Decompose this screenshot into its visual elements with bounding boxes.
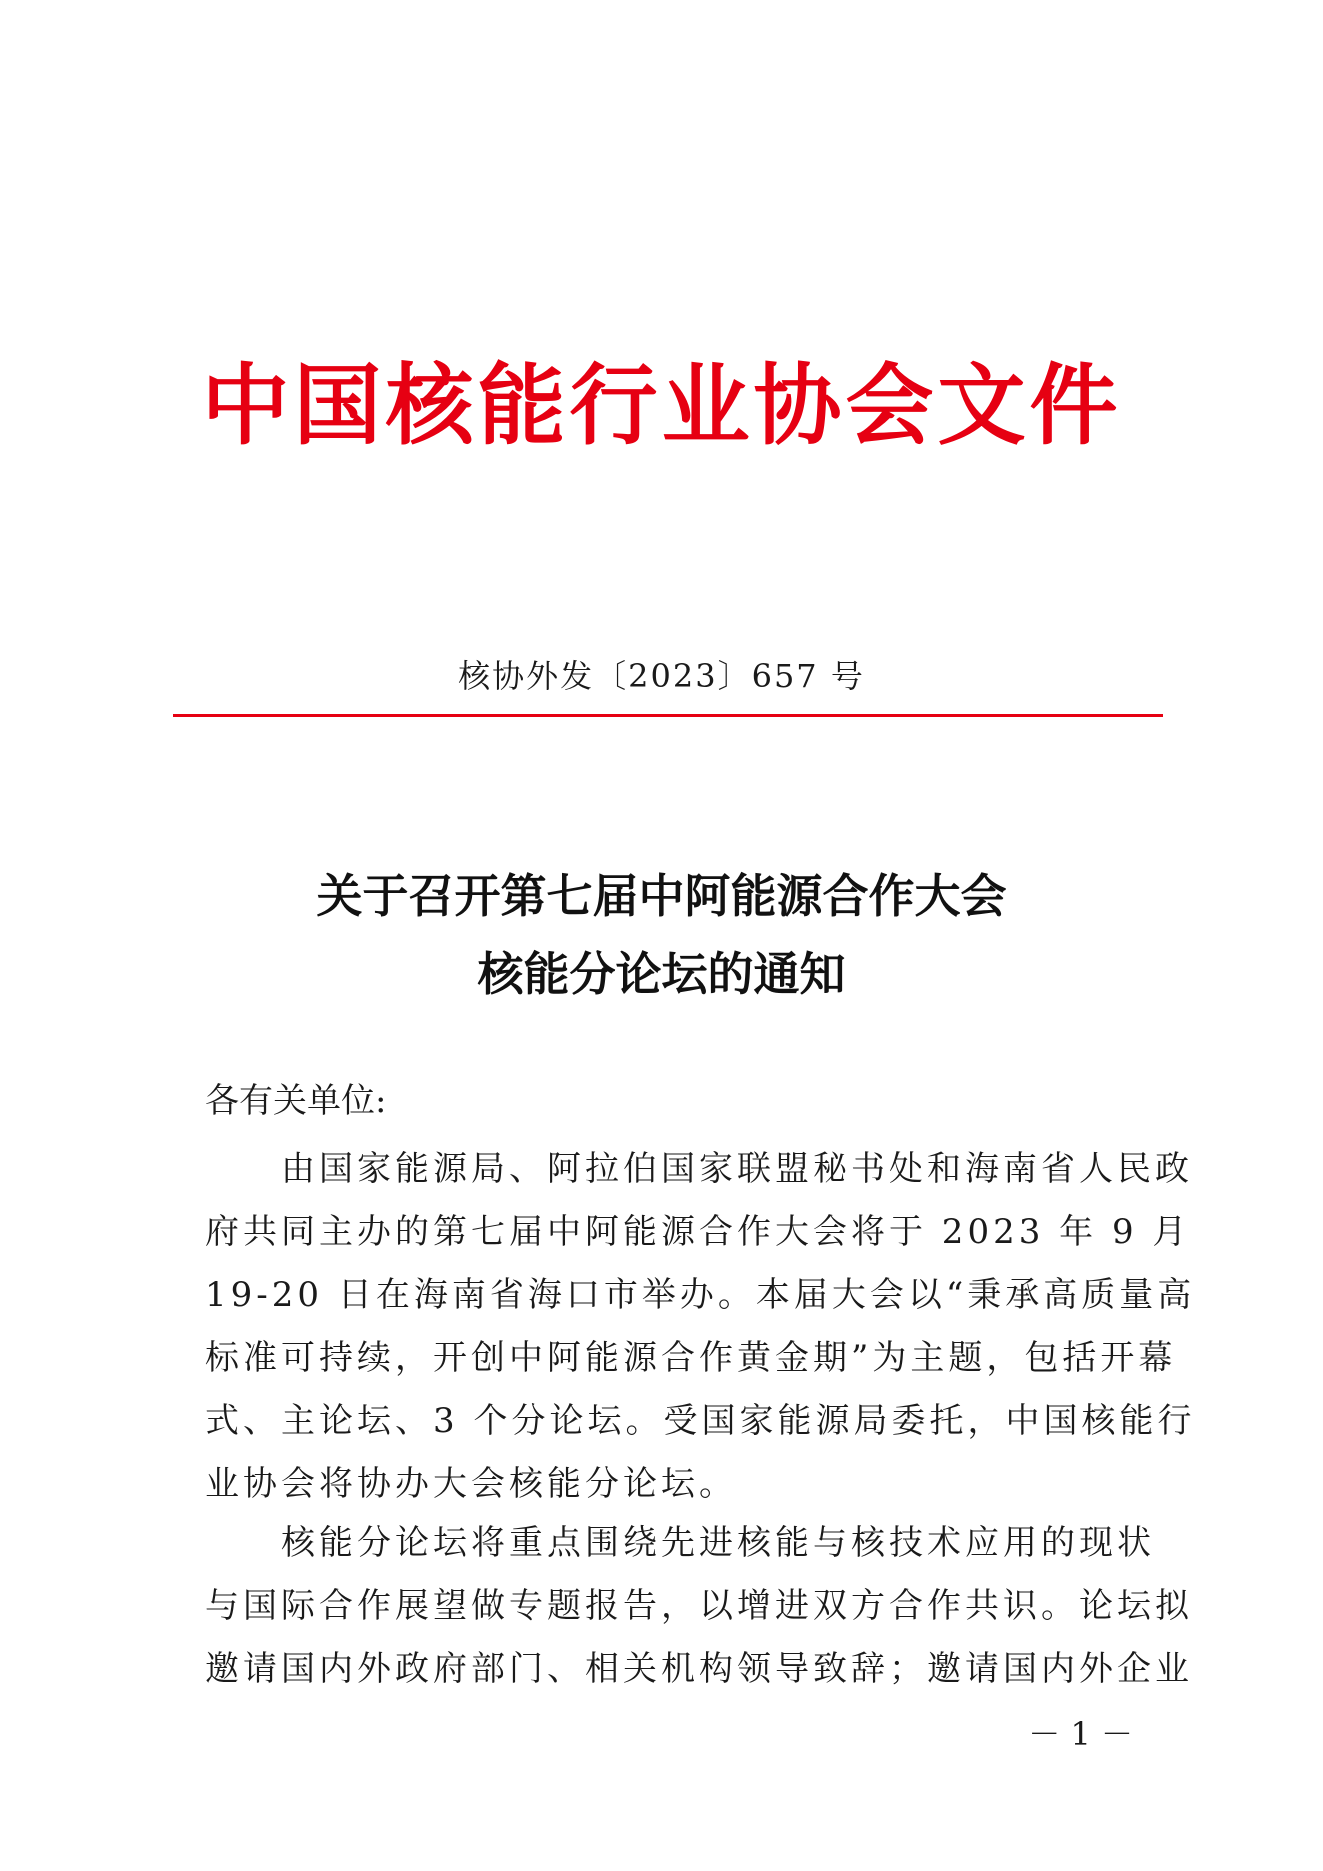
paragraph-line: 由国家能源局、阿拉伯国家联盟秘书处和海南省人民政	[205, 1149, 1193, 1189]
paragraph-line: 邀请国内外政府部门、相关机构领导致辞；邀请国内外企业	[205, 1649, 1193, 1689]
notice-title-line-2: 核能分论坛的通知	[477, 947, 846, 1001]
paragraph-line: 与国际合作展望做专题报告，以增进双方合作共识。论坛拟	[205, 1586, 1193, 1626]
document-number: 核协外发〔2023〕657 号	[458, 657, 865, 695]
page-number: － 1 －	[1028, 1715, 1133, 1753]
notice-title	[0, 857, 1323, 1013]
paragraph-line: 业协会将协办大会核能分论坛。	[205, 1464, 737, 1504]
paragraph-line: 核能分论坛将重点围绕先进核能与核技术应用的现状	[205, 1523, 1155, 1563]
paragraph-line: 府共同主办的第七届中阿能源合作大会将于 2023 年 9 月	[205, 1212, 1191, 1252]
paragraph-line: 19-20 日在海南省海口市举办。本届大会以“秉承高质量高	[205, 1275, 1196, 1315]
paragraph-line: 式、主论坛、3 个分论坛。受国家能源局委托，中国核能行	[205, 1401, 1196, 1441]
org-header-title: 中国核能行业协会文件	[201, 353, 1122, 457]
notice-title-line-1: 关于召开第七届中阿能源合作大会	[316, 869, 1007, 923]
body-paragraph-2	[205, 1512, 1193, 1701]
salutation: 各有关单位:	[205, 1081, 387, 1121]
red-divider-line	[173, 714, 1163, 717]
paragraph-line: 标准可持续，开创中阿能源合作黄金期”为主题，包括开幕	[205, 1338, 1177, 1378]
body-paragraph-1	[205, 1138, 1196, 1516]
